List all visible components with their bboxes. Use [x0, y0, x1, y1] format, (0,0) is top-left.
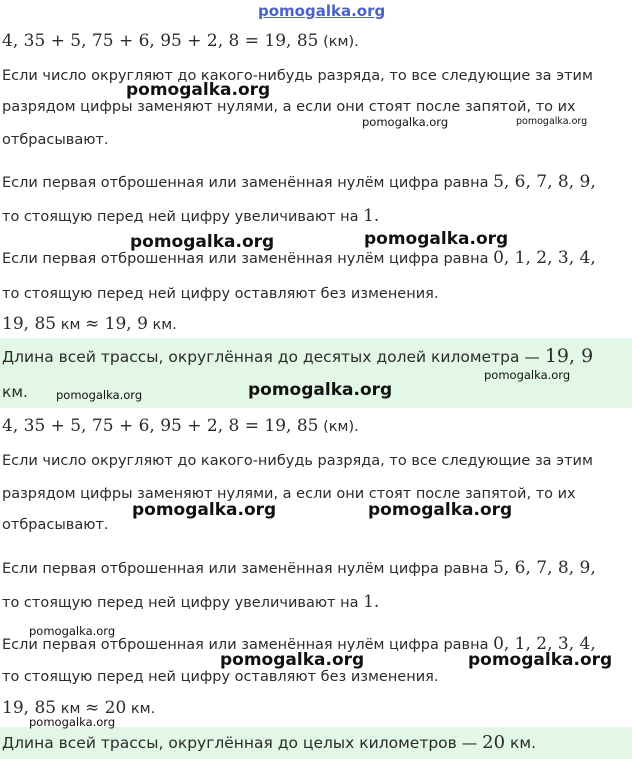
- round-up-rule: Если первая отброшенная или заменённая нулём цифра равна 5, 6, 7, 8, 9,: [2, 558, 596, 578]
- watermark-text: pomogalka.org: [362, 115, 449, 129]
- rounding-result: 19, 85 км ≈ 20 км.: [2, 698, 156, 718]
- watermark-text: pomogalka.org: [29, 624, 116, 638]
- watermark-text: pomogalka.org: [220, 650, 365, 670]
- answer-text: Длина всей трассы, округлённая до десятых долей километра — 19, 9: [2, 345, 594, 367]
- sum-equation: 4, 35 + 5, 75 + 6, 95 + 2, 8 = 19, 85 (км).: [2, 416, 359, 436]
- round-up-rule-cont: то стоящую перед ней цифру увеличивают на 1.: [2, 592, 380, 612]
- answer-unit: км.: [2, 383, 28, 401]
- rounding-result: 19, 85 км ≈ 19, 9 км.: [2, 314, 177, 334]
- watermark-text: pomogalka.org: [130, 232, 275, 252]
- header-watermark-link[interactable]: pomogalka.org: [258, 2, 386, 20]
- answer-box: [0, 727, 632, 759]
- rounding-rule-text: отбрасывают.: [2, 132, 109, 148]
- keep-rule: Если первая отброшенная или заменённая нулём цифра равна 0, 1, 2, 3, 4,: [2, 634, 596, 654]
- watermark-text: pomogalka.org: [132, 500, 277, 520]
- watermark-text: pomogalka.org: [516, 116, 588, 127]
- rounding-rule-text: отбрасывают.: [2, 517, 109, 533]
- round-up-rule: Если первая отброшенная или заменённая нулём цифра равна 5, 6, 7, 8, 9,: [2, 172, 596, 192]
- rounding-rule-text: Если число округляют до какого-нибудь разряда, то все следующие за этим: [2, 453, 593, 469]
- round-up-rule-cont: то стоящую перед ней цифру увеличивают на 1.: [2, 206, 380, 226]
- rounding-rule-text: разрядом цифры заменяют нулями, а если они стоят после запятой, то их: [2, 486, 576, 502]
- watermark-text: pomogalka.org: [56, 388, 143, 402]
- watermark-text: pomogalka.org: [484, 368, 571, 382]
- watermark-text: pomogalka.org: [29, 715, 116, 729]
- watermark-text: pomogalka.org: [248, 380, 393, 400]
- rounding-rule-text: Если число округляют до какого-нибудь разряда, то все следующие за этим: [2, 68, 593, 84]
- watermark-text: pomogalka.org: [364, 229, 509, 249]
- watermark-text: pomogalka.org: [368, 500, 513, 520]
- rounding-rule-text: разрядом цифры заменяют нулями, а если они стоят после запятой, то их: [2, 99, 576, 115]
- keep-rule-cont: то стоящую перед ней цифру оставляют без изменения.: [2, 286, 439, 302]
- keep-rule-cont: то стоящую перед ней цифру оставляют без изменения.: [2, 669, 439, 685]
- watermark-text: pomogalka.org: [468, 650, 613, 670]
- answer-text: Длина всей трассы, округлённая до целых километров — 20 км.: [2, 732, 536, 753]
- keep-rule: Если первая отброшенная или заменённая нулём цифра равна 0, 1, 2, 3, 4,: [2, 248, 596, 268]
- watermark-text: pomogalka.org: [126, 80, 271, 100]
- sum-equation: 4, 35 + 5, 75 + 6, 95 + 2, 8 = 19, 85 (км).: [2, 31, 359, 51]
